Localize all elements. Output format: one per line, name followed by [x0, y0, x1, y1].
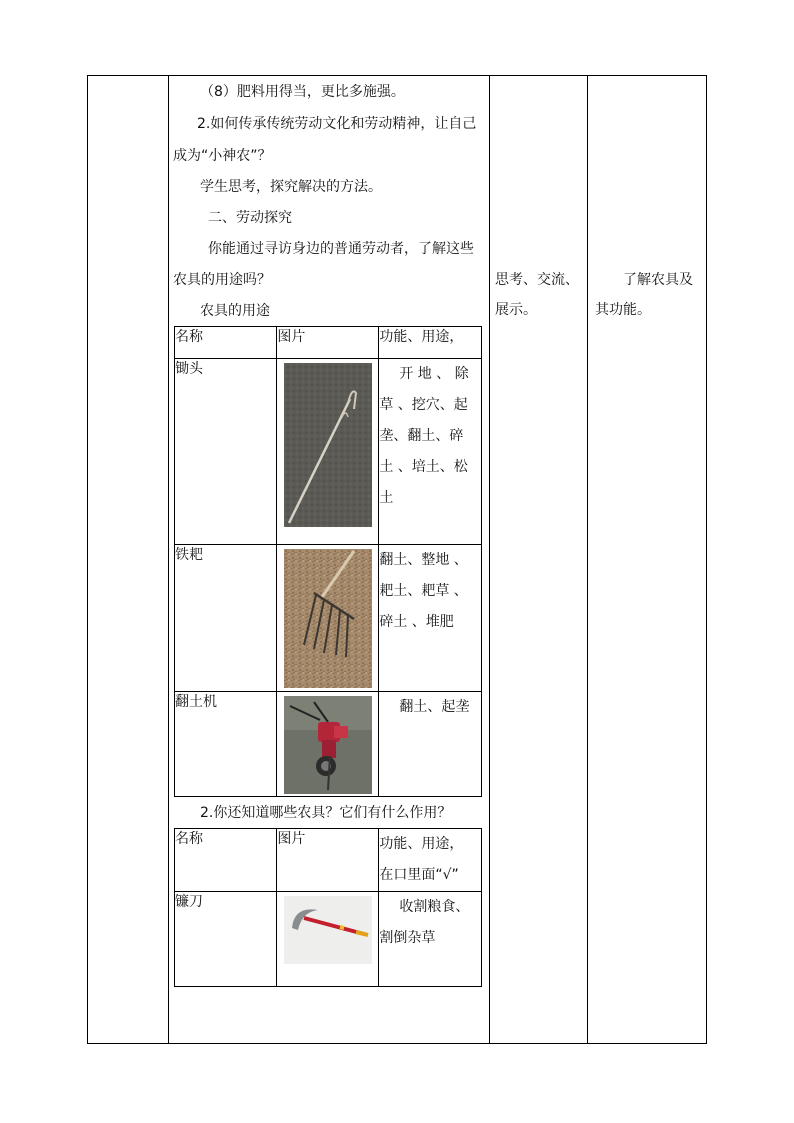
text-line-7: 农具的用途吗？: [173, 272, 271, 288]
table-header-row: [175, 829, 482, 892]
tool-function: [379, 545, 482, 692]
function-line: 耙土、耙草 、: [379, 583, 468, 599]
sickle-photo: [284, 896, 372, 964]
tool-image-cell: [277, 545, 379, 692]
question-2: 2.你还知道哪些农具？它们有什么作用？: [200, 805, 452, 821]
column-divider-3: [587, 76, 588, 1043]
activity-column: [495, 265, 591, 325]
table-caption: 农具的用途: [200, 303, 270, 319]
header-function-line: 在口里面“√”: [379, 867, 459, 883]
tools-table: [174, 326, 482, 797]
text-line-1: （8）肥料用得当，更比多施强。: [200, 84, 405, 100]
tool-image-cell: [277, 359, 379, 545]
table-row: [175, 692, 482, 797]
tool-image-cell: [277, 692, 379, 797]
goal-column: [595, 265, 703, 325]
table-header-row: [175, 327, 482, 359]
goal-line: 其功能。: [595, 302, 651, 318]
function-line: 翻土、整地 、: [379, 552, 468, 568]
tool-name: 镰刀: [175, 892, 277, 987]
activity-line: 展示。: [495, 302, 537, 318]
tool-name: 铁耙: [175, 545, 277, 692]
table-row: [175, 545, 482, 692]
text-line-4: 学生思考，探究解决的方法。: [200, 179, 382, 195]
text-line-3: 成为“小神农”？: [173, 148, 272, 164]
activity-line: 思考、交流、: [495, 272, 579, 288]
table-row: [175, 892, 482, 987]
column-divider-2: [489, 76, 490, 1043]
tiller-photo: [284, 696, 372, 794]
function-line: 垄、翻土、碎: [379, 428, 464, 444]
function-line: 土 、培土、松: [379, 459, 468, 475]
tool-function: [379, 692, 482, 797]
text-line-6: 你能通过寻访身边的普通劳动者，了解这些: [208, 241, 474, 257]
header-function-line: 功能、用途，: [379, 836, 464, 852]
function-line: 草 、挖穴、起: [379, 397, 468, 413]
function-line: 土: [379, 490, 394, 506]
hoe-photo: [284, 363, 372, 527]
function-line: 翻土、起垄: [399, 699, 470, 715]
function-line: 开 地 、 除: [399, 366, 469, 382]
tools-table-2: [174, 828, 482, 987]
function-line: 碎土 、堆肥: [379, 614, 454, 630]
goal-line: 了解农具及: [623, 272, 693, 288]
function-line: 割倒杂草: [379, 930, 436, 946]
header-function: 功能、用途，: [379, 327, 482, 359]
tool-function: [379, 892, 482, 987]
table-row: [175, 359, 482, 545]
section-heading: 二、劳动探究: [208, 210, 292, 226]
header-image: 图片: [277, 327, 379, 359]
tool-image-cell: [277, 892, 379, 987]
header-image: 图片: [277, 829, 379, 892]
header-function: [379, 829, 482, 892]
text-line-2: 2.如何传承传统劳动文化和劳动精神，让自己: [197, 116, 477, 132]
rake-photo: [284, 549, 372, 688]
column-divider-1: [168, 76, 169, 1043]
header-name: 名称: [175, 327, 277, 359]
tool-function: [379, 359, 482, 545]
tool-name: 锄头: [175, 359, 277, 545]
header-name: 名称: [175, 829, 277, 892]
function-line: 收割粮食、: [399, 899, 470, 915]
tool-name: 翻土机: [175, 692, 277, 797]
